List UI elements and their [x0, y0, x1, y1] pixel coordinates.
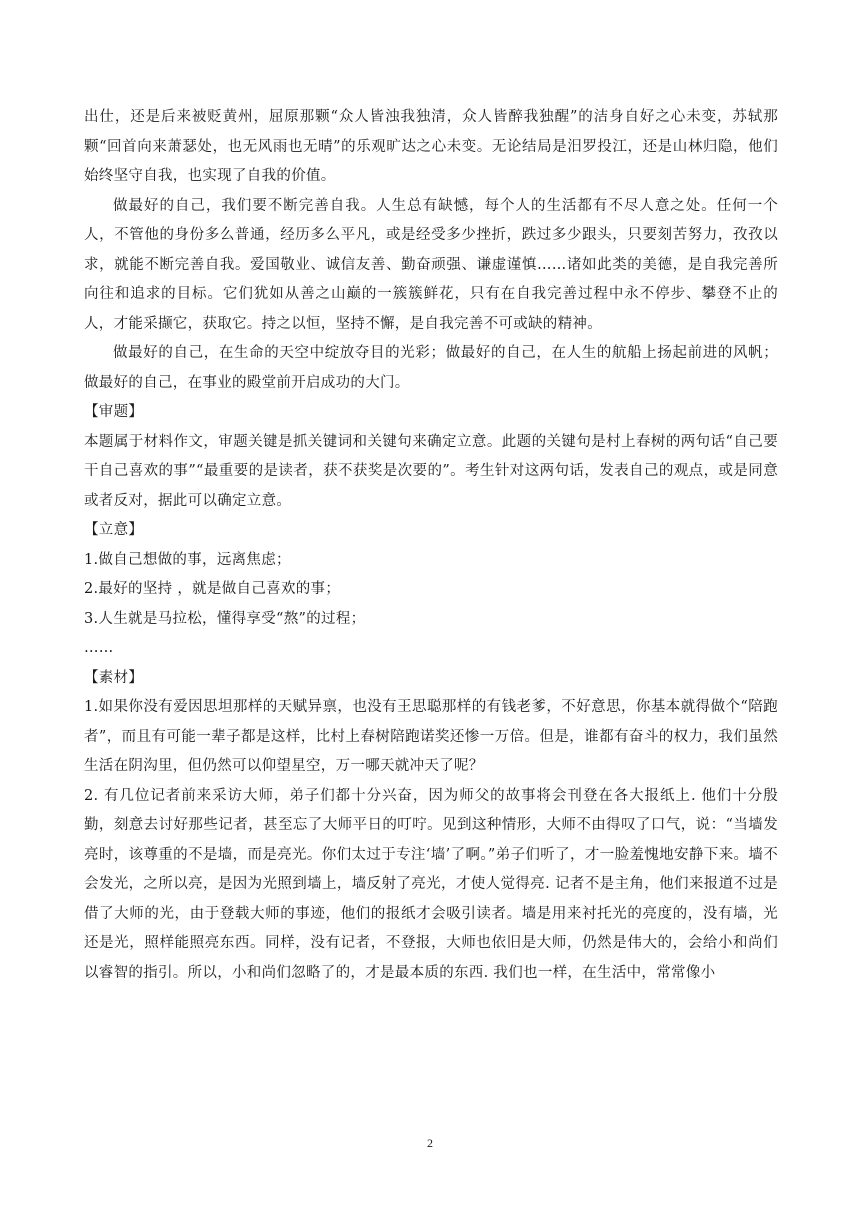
document-body: [84, 103, 778, 988]
paragraph-conclusion: 做最好的自己，在生命的天空中绽放夺目的光彩；做最好的自己，在人生的航船上扬起前进的风帆；做最好的自己，在事业的殿堂前开启成功的大门。: [84, 345, 778, 391]
list-item: 1.做自己想做的事，远离焦虑；: [84, 551, 291, 568]
paragraph-self-improvement: 做最好的自己，我们要不断完善自我。人生总有缺憾，每个人的生活都有不尽人意之处。任何一个人，不管他的身份多么普通，经历多么平凡，或是经受多少挫折，跌过多少跟头，只要刻苦努力，孜孜以求，就能不断完善自我。爱国敬业、诚信友善、勤奋顽强、谦虚谨慎……诸如此类的美德，是自我完善所向往和追求的目标。它们犹如从善之山巅的一簇簇鲜花，只有在自我完善过程中永不停步、攀登不止的人，才能采撷它，获取它。持之以恒，坚持不懈，是自我完善不可或缺的精神。: [84, 197, 778, 332]
section-heading-sucai: 【素材】: [84, 669, 144, 686]
section-heading-liyi: 【立意】: [84, 522, 144, 538]
paragraph-shenti: 本题属于材料作文，审题关键是抓关键词和关键句来确定立意。此题的关键句是村上春树的两句话“自己要干自己喜欢的事”“最重要的是读者，获不获奖是次要的”。考生针对这两句话，发表自己的观点，或是同意或者反对，据此可以确定立意。: [84, 433, 778, 509]
list-item: 2.最好的坚持 ，就是做自己喜欢的事；: [84, 581, 341, 597]
paragraph-continuation: 出仕，还是后来被贬黄州，屈原那颗“众人皆浊我独清，众人皆醉我独醒”的洁身自好之心未变，苏轼那颗“回首向来萧瑟处，也无风雨也无晴”的乐观旷达之心未变。无论结局是汨罗投江，还是山林归隐，他们始终坚守自我，也实现了自我的价值。: [84, 109, 778, 184]
page-number: 2: [427, 1136, 433, 1150]
section-heading-shenti: 【审题】: [84, 404, 144, 420]
list-item: 3.人生就是马拉松，懂得享受“熬”的过程；: [84, 610, 366, 627]
list-ellipsis: ……: [84, 640, 114, 656]
material-item: 2. 有几位记者前来采访大师，弟子们都十分兴奋，因为师父的故事将会刊登在各大报纸上. 他们十分殷勤，刻意去讨好那些记者，甚至忘了大师平日的叮咛。见到这种情形，大师不由得叹了口气，说：“当墙发亮时，该尊重的不是墙，而是亮光。你们太过于专注‘墙’了啊。”弟子们听了，才一脸羞愧地安静下来。墙不会发光，之所以亮，是因为光照到墙上，墙反射了亮光，才使人觉得亮. 记者不是主角，他们来报道不过是借了大师的光，由于登载大师的事迹，他们的报纸才会吸引读者。墙是用来衬托光的亮度的，没有墙，光还是光，照样能照亮东西。同样，没有记者，不登报，大师也依旧是大师，仍然是伟大的，会给小和尚们以睿智的指引。所以，小和尚们忽略了的，才是最本质的东西. 我们也一样，在生活中，常常像小: [84, 787, 778, 981]
material-item: 1.如果你没有爱因思坦那样的天赋异禀，也没有王思聪那样的有钱老爹，不好意思，你基本就得做个“陪跑者”，而且有可能一辈子都是这样，比村上春树陪跑诺奖还惨一万倍。但是，谁都有奋斗的权力，我们虽然生活在阴沟里，但仍然可以仰望星空，万一哪天就冲天了呢？: [84, 699, 778, 774]
